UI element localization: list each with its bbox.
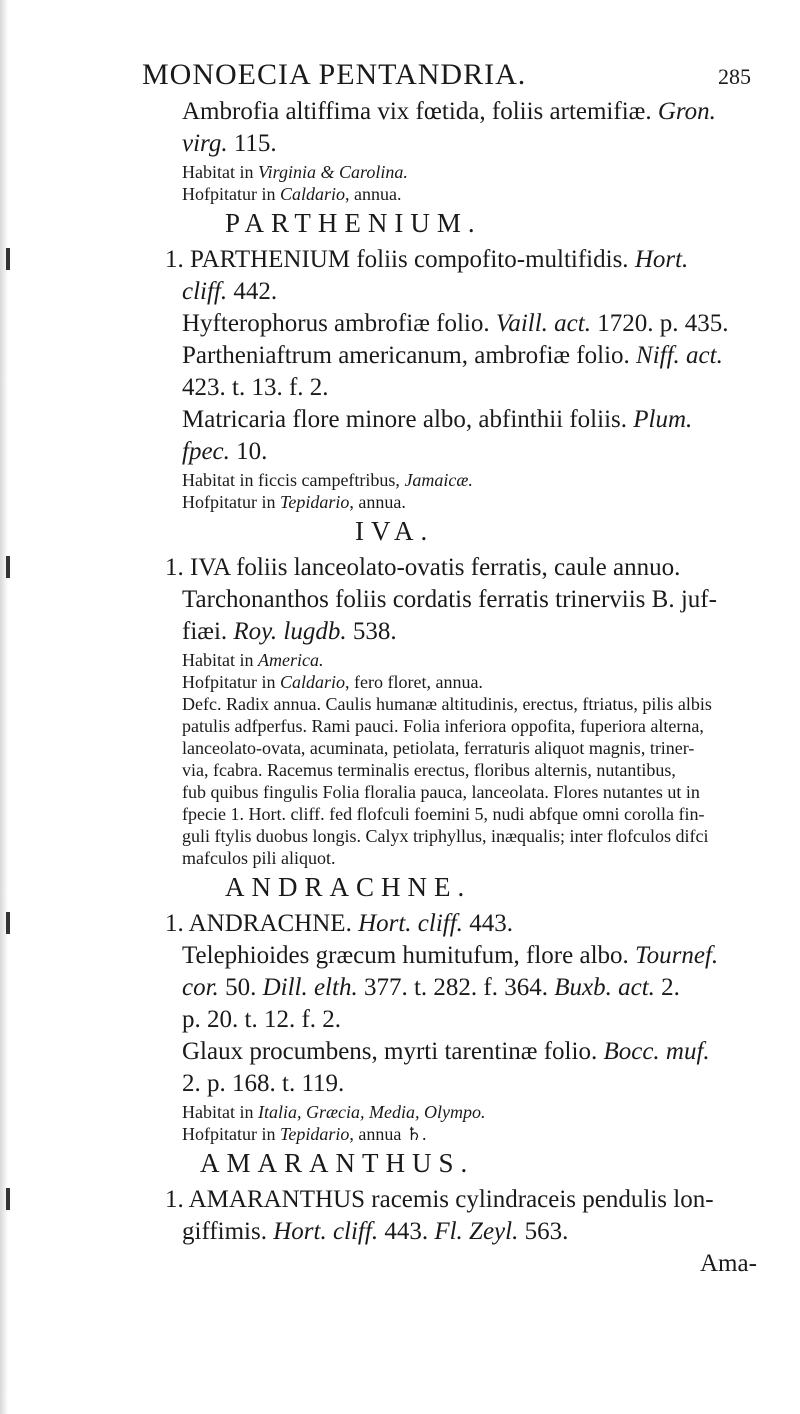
iva-hospitatur: Hofpitatur in Caldario, fero floret, annua. — [182, 672, 483, 692]
parthenium-synonym-2: Partheniaftrum americanum, ambrofiæ folio. Niff. act. — [182, 342, 723, 369]
genus-heading-amaranthus: AMARANTHUS. — [200, 1148, 475, 1178]
page-header — [0, 58, 800, 98]
iva-description-line: lanceolato-ovata, acuminata, petiolata, ferraturis aliquot magnis, triner- — [182, 738, 695, 758]
amaranthus-species-1: 1. AMARANTHUS racemis cylindraceis pendulis lon- — [165, 1186, 714, 1213]
genus-heading-iva: IVA. — [355, 516, 435, 546]
iva-description-line: Defc. Radix annua. Caulis humanæ altitudinis, erectus, ftriatus, pilis albis — [182, 694, 712, 714]
parthenium-species-1-cont: cliff. 442. — [182, 278, 278, 305]
parthenium-habitat: Habitat in ficcis campeftribus, Jamaicæ. — [182, 470, 473, 490]
andrachne-synonym-1: Telephioides græcum humitufum, flore albo. Tournef. — [182, 942, 719, 969]
andrachne-synonym-1-cont: cor. 50. Dill. elth. 377. t. 282. f. 364. Buxb. act. 2. — [182, 974, 680, 1001]
page-number: 285 — [718, 64, 751, 89]
ambrosia-habitat: Habitat in Virginia & Carolina. — [182, 162, 408, 182]
genus-heading-parthenium: PARTHENIUM. — [225, 208, 482, 238]
parthenium-species-1: 1. PARTHENIUM foliis compofito-multifidis. Hort. — [165, 246, 689, 273]
iva-description-line: guli ftylis duobus longis. Calyx triphyllus, inæqualis; inter flofculos difci — [182, 826, 709, 846]
andrachne-hospitatur: Hofpitatur in Tepidario, annua ♄. — [182, 1124, 427, 1144]
margin-mark — [6, 912, 10, 934]
iva-synonym-1: Tarchonanthos foliis cordatis ferratis trinerviis B. juf- — [182, 586, 717, 613]
running-title: MONOECIA PENTANDRIA. — [142, 58, 527, 91]
iva-description-line: via, fcabra. Racemus terminalis erectus, floribus alternis, nutantibus, — [182, 760, 676, 780]
andrachne-species-1: 1. ANDRACHNE. Hort. cliff. 443. — [165, 910, 513, 937]
parthenium-synonym-1: Hyfterophorus ambrofiæ folio. Vaill. act. 1720. p. 435. — [182, 310, 729, 337]
catchword: Ama- — [700, 1250, 757, 1277]
andrachne-synonym-2-cont: 2. p. 168. t. 119. — [182, 1070, 345, 1097]
andrachne-synonym-2: Glaux procumbens, myrti tarentinæ folio. Bocc. muf. — [182, 1038, 710, 1065]
ambrosia-hospitatur: Hofpitatur in Caldario, annua. — [182, 184, 402, 204]
parthenium-synonym-3-cont: fpec. 10. — [182, 438, 268, 465]
andrachne-habitat: Habitat in Italia, Græcia, Media, Olympo. — [182, 1102, 486, 1122]
iva-description-line: patulis adfperfus. Rami pauci. Folia inferiora oppofita, fuperiora alterna, — [182, 716, 704, 736]
parthenium-synonym-3: Matricaria flore minore albo, abfinthii foliis. Plum. — [182, 406, 693, 433]
parthenium-hospitatur: Hofpitatur in Tepidario, annua. — [182, 492, 406, 512]
parthenium-synonym-2-cont: 423. t. 13. f. 2. — [182, 374, 329, 401]
ambrosia-synonym: Ambrofia altiffima vix fœtida, foliis artemifiæ. Gron. — [182, 98, 716, 125]
iva-habitat: Habitat in America. — [182, 650, 324, 670]
genus-heading-andrachne: ANDRACHNE. — [225, 872, 472, 902]
margin-mark — [6, 556, 10, 578]
iva-description-line: fub quibus fingulis Folia floralia pauca, lanceolata. Flores nutantes ut in — [182, 782, 700, 802]
iva-species-1: 1. IVA foliis lanceolato-ovatis ferratis, caule annuo. — [165, 554, 681, 581]
andrachne-synonym-1-cont2: p. 20. t. 12. f. 2. — [182, 1006, 342, 1033]
iva-synonym-1-cont: fiæi. Roy. lugdb. 538. — [182, 618, 397, 645]
iva-description-line: fpecie 1. Hort. cliff. fed flofculi foemini 5, nudi abfque omni corolla fin- — [182, 804, 705, 824]
ambrosia-synonym-cont: virg. 115. — [182, 130, 277, 157]
margin-mark — [6, 1188, 10, 1210]
iva-description-line: mafculos pili aliquot. — [182, 848, 336, 868]
margin-mark — [6, 248, 10, 270]
amaranthus-species-1-cont: giffimis. Hort. cliff. 443. Fl. Zeyl. 563. — [182, 1218, 569, 1245]
